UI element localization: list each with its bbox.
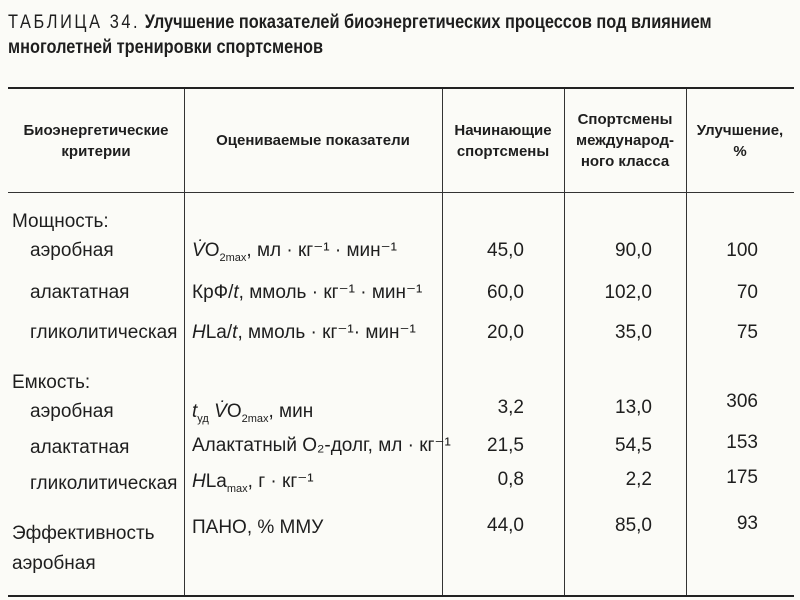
indicator-unit: мл · кг⁻¹ · мин⁻¹ [256,240,397,261]
beginners-cell: 0,8 [497,469,524,490]
header-criteria: Биоэнергетические критерии [23,121,169,160]
beginners-cell: 20,0 [487,322,524,343]
header-international: Спортсмены международ-ного класса [576,111,674,170]
data-table [8,87,794,597]
improvement-cell: 153 [726,432,758,453]
header-divider [8,192,794,193]
beginners-cell: 45,0 [487,240,524,261]
indicator-cell: $t_{уд}$ $V̇O_{2max}$, мин [192,401,314,425]
improvement-cell: 306 [726,391,758,412]
improvement-cell: 100 [726,240,758,261]
indicator-unit: , ммоль · кг⁻¹ · мин⁻¹ [238,282,423,303]
header-improvement: Улучшение, % [696,121,784,160]
international-cell: 2,2 [625,469,652,490]
indicator-cell: КрФ/t, ммоль · кг⁻¹ · мин⁻¹ [192,282,423,303]
criterion-cell: аэробная [30,401,114,422]
beginners-cell: 44,0 [487,515,524,536]
indicator-cell [192,435,451,457]
header-indicators: Оцениваемые показатели [216,132,410,149]
improvement-cell: 93 [736,513,758,534]
international-cell: 54,5 [615,435,652,456]
indicator-unit: ПАНО, % ММУ [192,517,324,538]
criterion-cell: алактатная [30,437,130,458]
criterion-cell: гликолитическая [30,322,178,343]
improvement-cell: 75 [736,322,758,343]
criterion-cell: аэробная [30,240,114,261]
table-caption: Улучшение показателей биоэнергетических процессов под влиянием многолетней тренировки спортсменов [8,12,712,58]
international-cell: 90,0 [615,240,652,261]
indicator-cell: $V̇O_{2max}$, мл · кг⁻¹ · мин⁻¹ [192,240,397,264]
group-capacity: Емкость: [12,372,91,393]
beginners-cell: 60,0 [487,282,524,303]
criterion-cell: алактатная [30,282,130,303]
criterion-cell: гликолитическая [30,473,178,494]
international-cell: 13,0 [615,397,652,418]
beginners-cell: 3,2 [497,397,524,418]
criterion-cell: Эффективность аэробная [12,523,155,574]
indicator-cell [192,517,323,539]
international-cell: 35,0 [615,322,652,343]
indicator-cell: HLa$_{max}$, г · кг⁻¹ [192,471,314,495]
group-power: Мощность: [12,211,109,232]
indicator-unit: , г · кг⁻¹ [247,471,314,492]
indicator-unit: , ммоль · кг⁻¹· мин⁻¹ [237,322,416,343]
indicator-unit: Алактатный O₂-долг, мл · кг⁻¹ [192,435,451,456]
international-cell: 102,0 [604,282,652,303]
international-cell: 85,0 [615,515,652,536]
header-beginners: Начинающие спортсмены [454,121,552,160]
improvement-cell: 70 [736,282,758,303]
table-title [8,10,792,60]
beginners-cell: 21,5 [487,435,524,456]
improvement-cell: 175 [726,467,758,488]
indicator-unit: , мин [268,401,314,422]
table-number: ТАБЛИЦА 34. [8,12,141,33]
indicator-cell: HLa/t, ммоль · кг⁻¹· мин⁻¹ [192,322,416,343]
